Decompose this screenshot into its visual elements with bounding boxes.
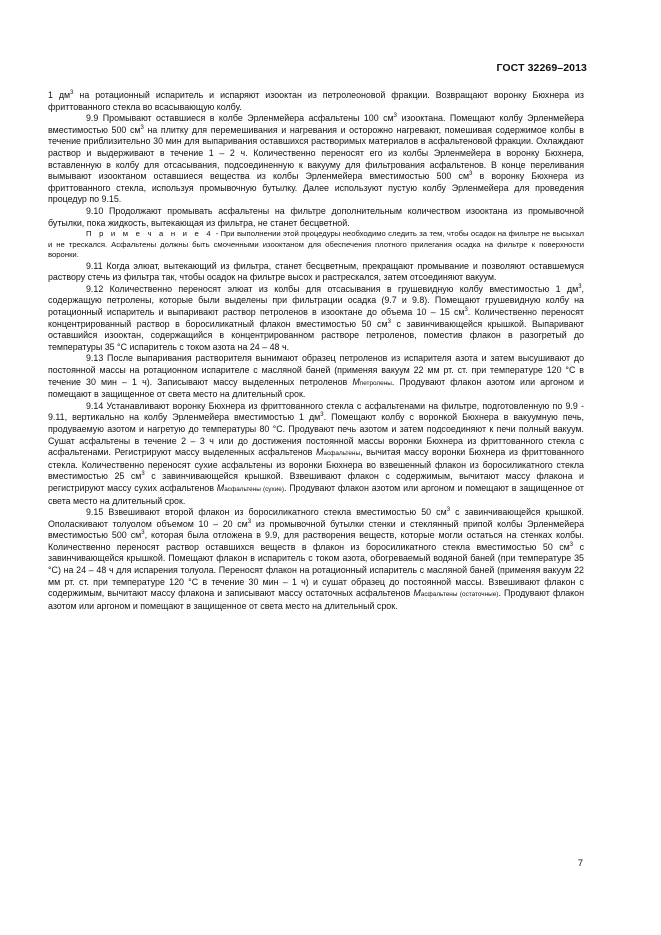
paragraph-9-12: 9.12 Количественно переносят элюат из колбы для отсасывания в грушевидную колбу вместимостью 1 $дм^3$, содержащую петролены, которые были выделены при фильтрации осадка (9.7 и 9.8). Помещают грушевидную колбу на ротационный испаритель и выпаривают раствор петроленов в изооктане до объема 10 – 15 $см^3$. Количественно переносят концентрированный раствор в боросиликатный флакон вместимостью 50 $см^3$ с завинчивающейся крышкой. Выпаривают оставшийся изооктан, содержащийся в концентрированном растворе петроленов, поместив флакон в разогретый до температуры 35 °C испаритель с током азота на 24 – 48 ч. <box>48 283 584 352</box>
page-number: 7 <box>577 858 583 869</box>
paragraph-9-14: 9.14 Устанавливают воронку Бюхнера из фриттованного стекла с асфальтенами на фильтре, подготовленную по 9.9 - 9.11, вертикально на колбу Эрленмейера вместимостью 1 $дм^3$. Помещают колбу с воронкой Бюхнера в вакуумную печь, продуваемую азотом и нагретую до температуры 80 °C. Продувают печь азотом и затем подсоединяют к печи полный вакуум. Сушат асфальтены в течение 2 – 3 ч или до достижения постоянной массы воронки Бюхнера из фриттованного стекла с асфальтенами. Регистрируют массу выделенных асфальтенов Mасфальтены, вычитая массу воронки Бюхнера из фриттованного стекла. Количественно переносят сухие асфальтены из воронки Бюхнера во взвешенный флакон из боросиликатного стекла вместимостью 25 $см^3$ с завинчивающейся крышкой. Взвешивают флакон с содержимым, вычитают массу флакона и регистрируют массу сухих асфальтенов Mасфальтены (сухие). Продувают флакон азотом или аргоном и помещают в защищенное от света место на длительный срок. <box>48 400 584 506</box>
document-header: ГОСТ 32269–2013 <box>496 62 587 74</box>
note-label: П р и м е ч а н и е 4 <box>86 229 214 239</box>
paragraph-9-9: 9.9 Промывают оставшиеся в колбе Эрленмейера асфальтены 100 $см^3$ изооктана. Помещают колбу Эрленмейера вместимостью 500 $см^3$ на плитку для перемешивания и нагревания и осторожно нагревают, помешивая содержимое колбы в течение приблизительно 30 мин для выпаривания оставшихся растворимых материалов в асфальтеновой фракции. Охлаждают раствор и выдерживают в течение 1 – 2 ч. Количественно переносят его из колбы Эрленмейера в воронку Бюхнера, вставленную в колбу для отсасывания, подсоединенную к вакууму для фильтрования асфальтенов. В конце переливания вымывают изооктаном оставшиеся вещества из колбы Эрленмейера вместимостью 500 $см^3$ в воронку Бюхнера из фриттованного стекла, используя промывочную бутылку. Далее используют пустую колбу Эрленмейера для проведения процедур по 9.15. <box>48 113 584 205</box>
paragraph-9-11: 9.11 Когда элюат, вытекающий из фильтра, станет бесцветным, прекращают промывание и позволяют оставшемуся раствору стечь из фильтра так, чтобы осадок на фильтре высох и растрескался, затем отсоединяют вакуум. <box>48 260 584 283</box>
paragraph-9-13: 9.13 После выпаривания растворителя вынимают образец петроленов из испарителя азота и затем высушивают до постоянной массы на ротационном испарителе с масляной баней (применяя вакуум 22 мм рт. ст. при температуре 120 °C в течение 30 мин – 1 ч). Записывают массу выделенных петроленов Mпетролены. Продувают флакон азотом или аргоном и помещают в защищенное от света место на длительный срок. <box>48 353 584 400</box>
paragraph-9-10: 9.10 Продолжают промывать асфальтены на фильтре дополнительным количеством изооктана из промывочной бутылки, пока жидкость, вытекающая из фильтра, не станет бесцветной. <box>48 205 584 228</box>
note-4: П р и м е ч а н и е 4 - При выполнении этой процедуры необходимо следить за тем, чтобы осадок на фильтре не высыхал и не трескался. Асфальтены должны быть смоченными изооктаном для обеспечения плотного прилегания осадка на фильтре к поверхности воронки. <box>48 229 584 260</box>
document-body <box>48 90 584 612</box>
paragraph: 1 $дм^3$ на ротационный испаритель и испаряют изооктан из петролеоновой фракции. Возвращают воронку Бюхнера из фриттованного стекла во всасывающую колбу. <box>48 90 584 112</box>
paragraph-9-15: 9.15 Взвешивают второй флакон из боросиликатного стекла вместимостью 50 $см^3$ с завинчивающейся крышкой. Ополаскивают толуолом объемом 10 – 20 $см^3$ из промывочной бутылки стенки и стеклянный припой колбы Эрленмейера вместимостью 500 $см^3$, которая была отложена в 9.9, для растворения веществ, которые могли остаться на стенках колбы. Количественно переносят раствор оставшихся веществ в флакон из боросиликатного стекла вместимостью 50 $см^3$ с завинчивающейся крышкой. Помещают флакон в испаритель с током азота, обогреваемый водяной баней (при температуре 35 °C) на 24 – 48 ч для испарения толуола. Переносят флакон на ротационный испаритель с масляной баней (применяя вакуум 22 мм рт. ст. при температуре 120 °C в течение 30 мин – 1 ч) и сушат образец до постоянной массы. Взвешивают флакон с содержимым, вычитают массу флакона и записывают массу остаточных асфальтенов Mасфальтены (остаточные). Продувают флакон азотом или аргоном и помещают в защищенное от света место на длительный срок. <box>48 507 585 611</box>
